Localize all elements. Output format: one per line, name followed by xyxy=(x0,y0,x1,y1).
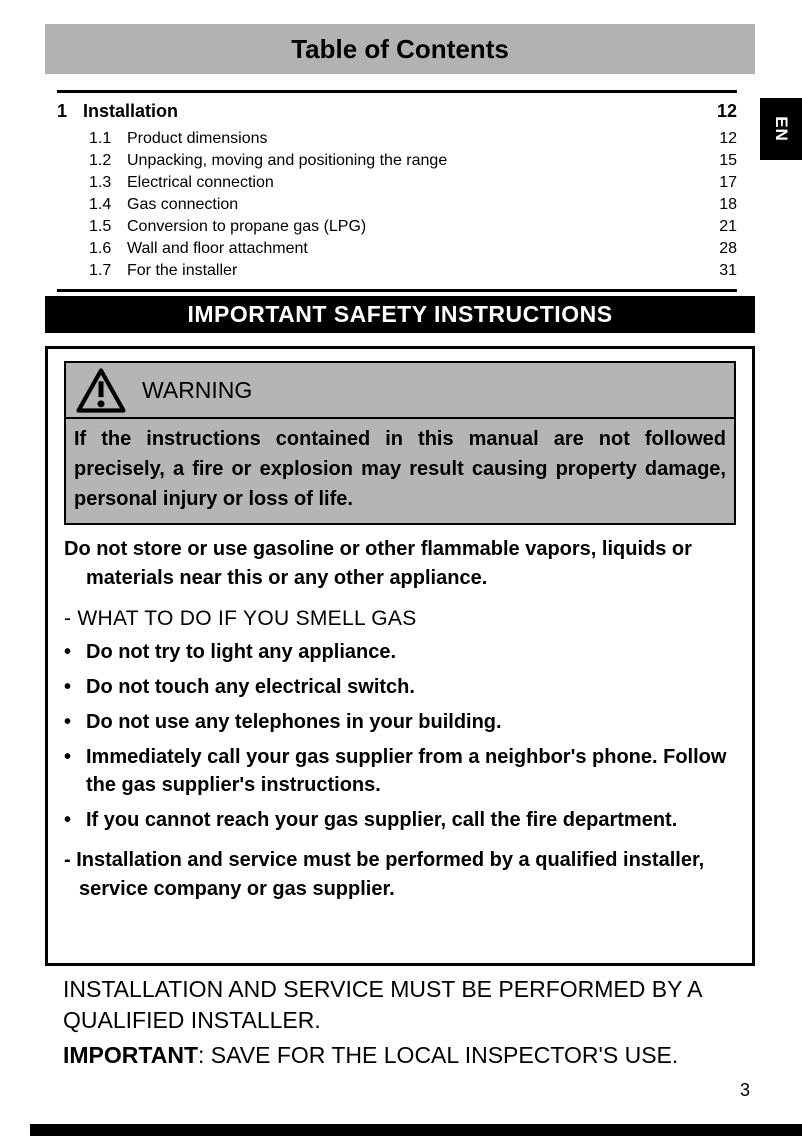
warning-header xyxy=(66,363,734,417)
toc-item-row xyxy=(57,194,737,216)
toc-item-number: 1.7 xyxy=(89,262,112,279)
warning-title: WARNING xyxy=(142,377,253,403)
toc-item-label: Wall and floor attachment xyxy=(127,240,308,257)
toc-item-page: 17 xyxy=(719,174,737,191)
toc-chapter-number: 1 xyxy=(57,101,68,121)
toc-item-row xyxy=(57,260,737,282)
bullet-marker: • xyxy=(64,809,72,831)
toc-item-page: 15 xyxy=(719,152,737,169)
safety-instructions-box xyxy=(45,346,755,966)
toc-item-number: 1.1 xyxy=(89,130,112,147)
toc-chapter-row xyxy=(57,97,737,128)
language-tab xyxy=(760,98,802,160)
toc-section xyxy=(57,90,737,292)
toc-item-page: 21 xyxy=(719,218,737,235)
toc-title: Table of Contents xyxy=(291,33,509,64)
bullet-text: Do not try to light any appliance. xyxy=(86,641,397,663)
toc-item-page: 12 xyxy=(719,130,737,147)
toc-item-row xyxy=(57,150,737,172)
installer-note: - Installation and service must be performed by a qualified installer, service company or gas supplier. xyxy=(64,849,705,900)
toc-item-row xyxy=(57,216,737,238)
bullet-item xyxy=(64,743,736,799)
safety-instructions-header xyxy=(45,296,755,333)
bullet-marker: • xyxy=(64,641,72,663)
toc-item-number: 1.2 xyxy=(89,152,112,169)
bullet-text: Do not touch any electrical switch. xyxy=(86,676,415,698)
toc-item-page: 28 xyxy=(719,240,737,257)
gasoline-warning-text: Do not store or use gasoline or other flammable vapors, liquids or materials near this or any other appliance. xyxy=(64,538,692,589)
installation-notice: INSTALLATION AND SERVICE MUST BE PERFORMED BY A QUALIFIED INSTALLER. xyxy=(63,976,702,1034)
page-number: 3 xyxy=(739,1080,750,1100)
bullet-text: Immediately call your gas supplier from a neighbor's phone. Follow the gas supplier's instructions. xyxy=(86,746,727,796)
toc-item-label: Gas connection xyxy=(127,196,239,213)
toc-item-label: Unpacking, moving and positioning the range xyxy=(127,152,448,169)
toc-item-page: 31 xyxy=(719,262,737,279)
safety-instructions-title: IMPORTANT SAFETY INSTRUCTIONS xyxy=(187,301,613,327)
toc-item-row xyxy=(57,128,737,150)
toc-title-bar xyxy=(45,24,755,74)
bullet-item xyxy=(64,708,736,736)
bullet-item xyxy=(64,673,736,701)
toc-item-number: 1.6 xyxy=(89,240,112,257)
toc-item-label: For the installer xyxy=(127,262,238,279)
toc-item-number: 1.3 xyxy=(89,174,112,191)
important-rest: : SAVE FOR THE LOCAL INSPECTOR'S USE. xyxy=(198,1042,679,1069)
warning-text: If the instructions contained in this manual are not followed precisely, a fire or explosion may result causing property damage, personal injury or loss of life. xyxy=(66,417,734,523)
bullet-marker: • xyxy=(64,711,72,733)
smell-gas-bullet-list xyxy=(64,638,736,834)
toc-item-row xyxy=(57,172,737,194)
toc-chapter-label: Installation xyxy=(83,101,179,121)
toc-chapter-page: 12 xyxy=(716,101,737,121)
toc-item-label: Product dimensions xyxy=(127,130,268,147)
important-label: IMPORTANT xyxy=(63,1042,199,1069)
language-tab-label: EN xyxy=(772,116,791,142)
toc-item-page: 18 xyxy=(719,196,737,213)
toc-item-label: Electrical connection xyxy=(127,174,274,191)
bullet-marker: • xyxy=(64,746,72,768)
bullet-text: Do not use any telephones in your building. xyxy=(86,711,502,733)
bottom-bar-decoration xyxy=(30,1124,802,1136)
toc-item-number: 1.4 xyxy=(89,196,112,213)
bullet-item xyxy=(64,638,736,666)
footer-notices xyxy=(63,974,728,1071)
bullet-marker: • xyxy=(64,676,72,698)
toc-item-row xyxy=(57,238,737,260)
bullet-text: If you cannot reach your gas supplier, call the fire department. xyxy=(86,809,678,831)
smell-gas-heading: - WHAT TO DO IF YOU SMELL GAS xyxy=(64,607,417,630)
warning-block xyxy=(64,361,736,525)
important-notice xyxy=(63,1040,728,1071)
toc-item-number: 1.5 xyxy=(89,218,112,235)
toc-item-label: Conversion to propane gas (LPG) xyxy=(127,218,367,235)
bullet-item xyxy=(64,806,736,834)
warning-triangle-icon xyxy=(76,368,126,413)
